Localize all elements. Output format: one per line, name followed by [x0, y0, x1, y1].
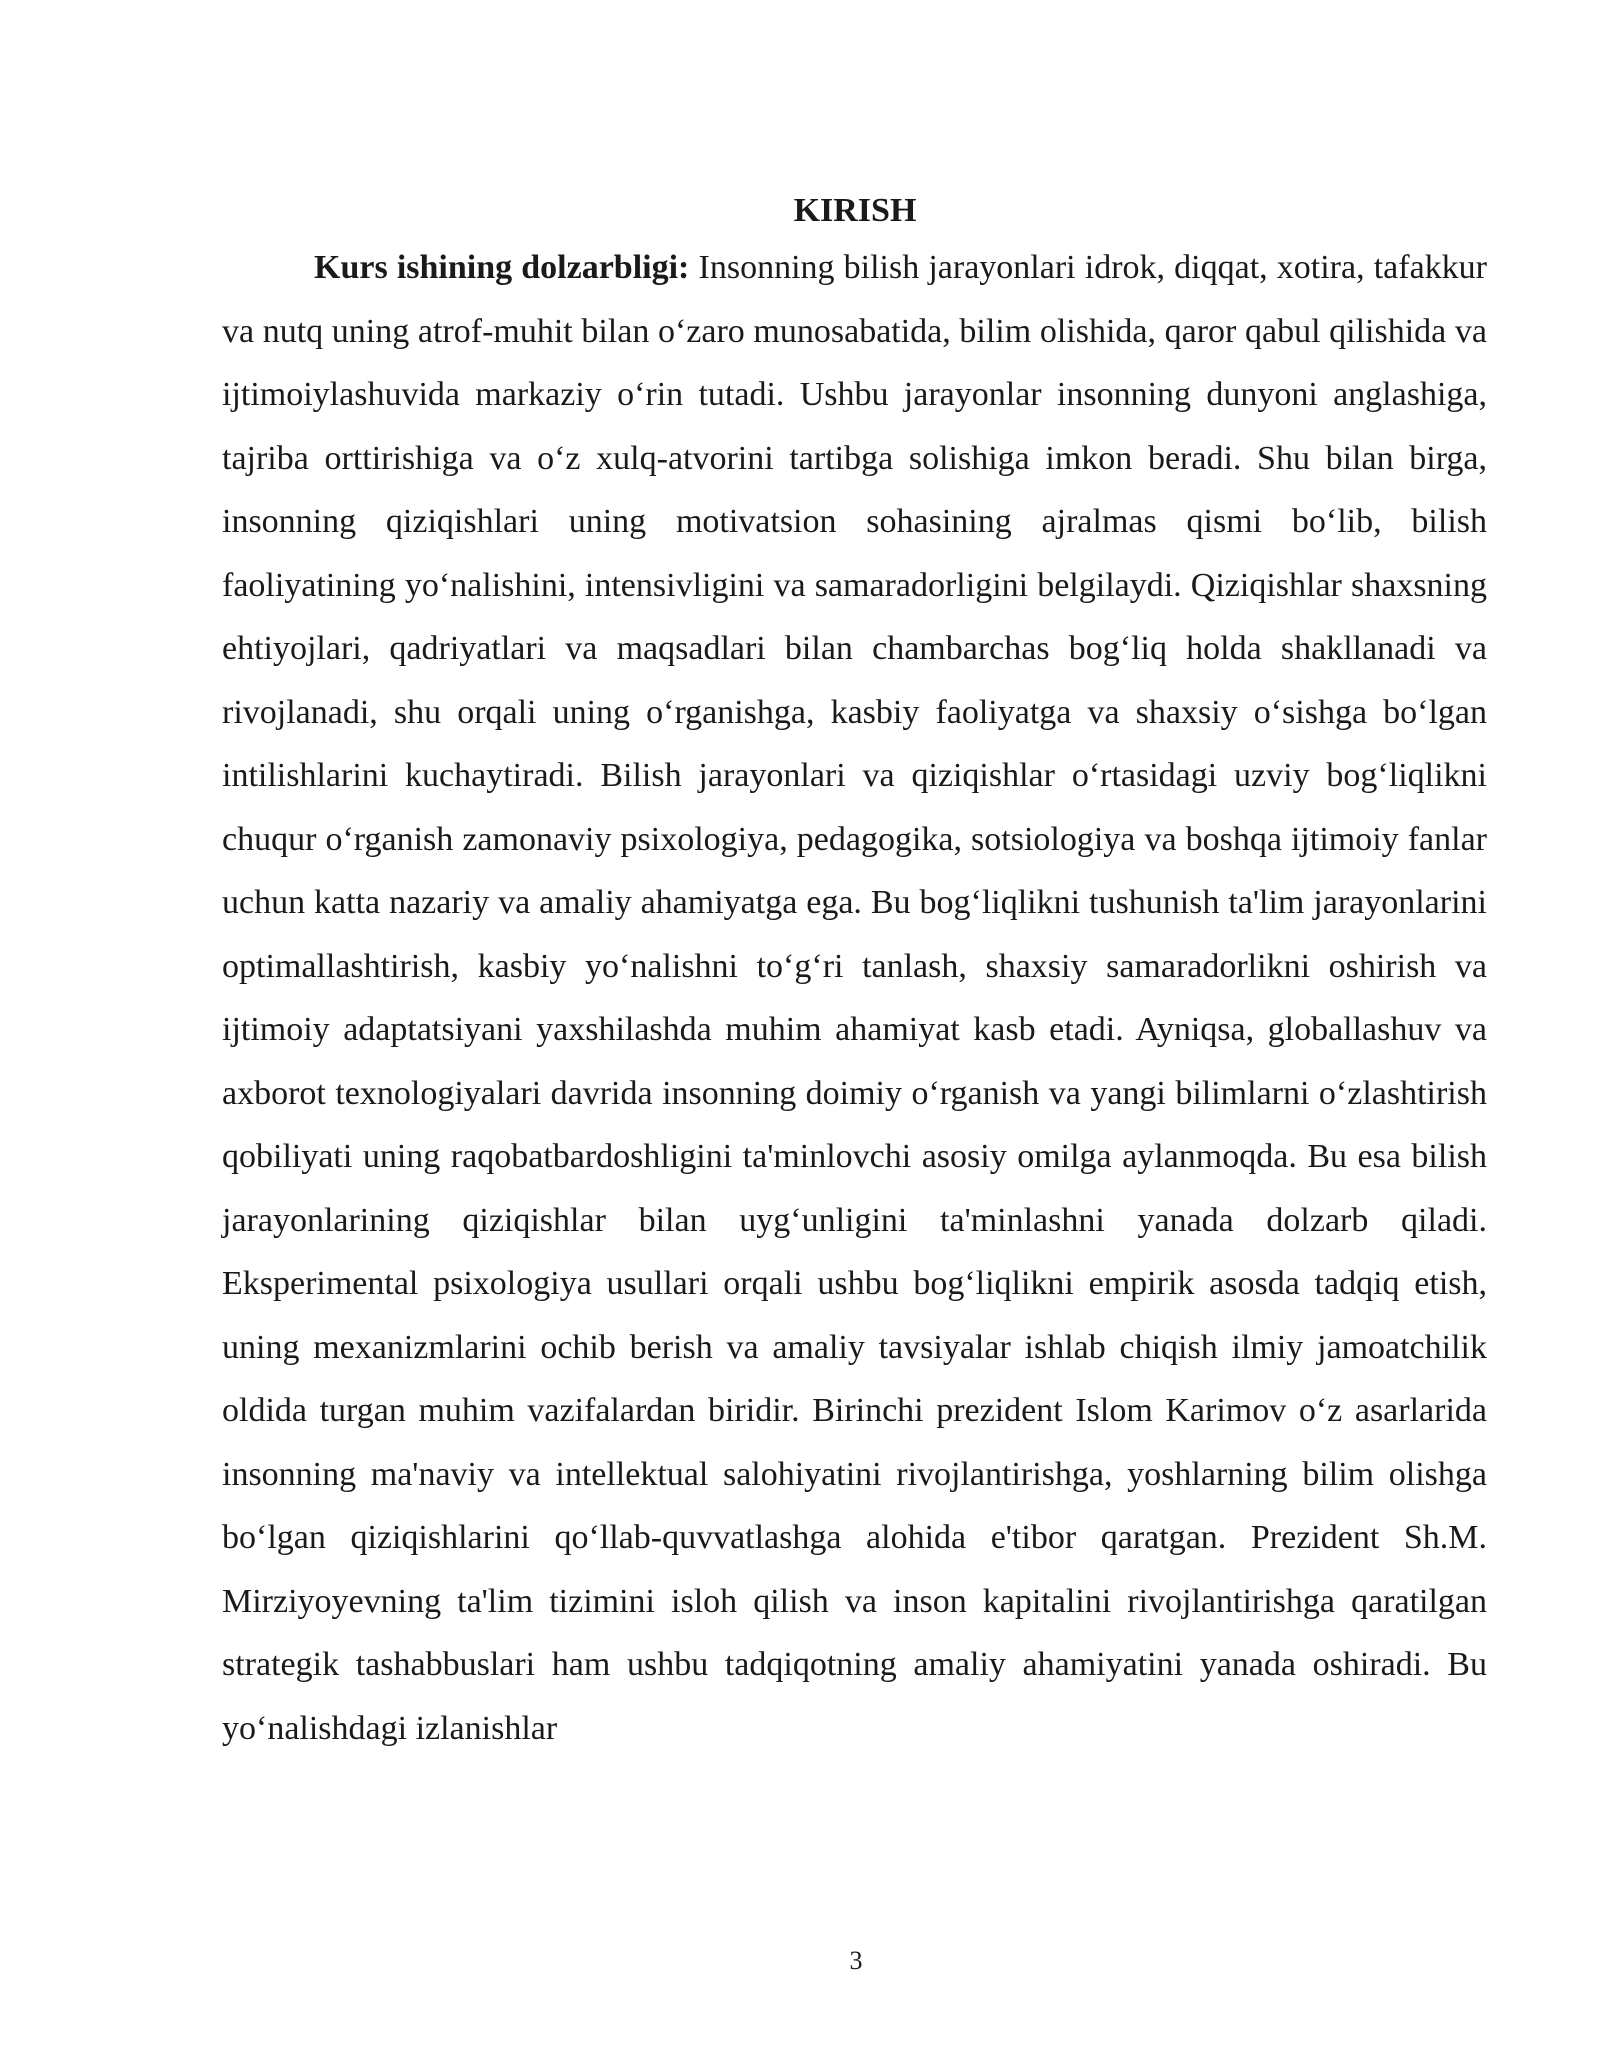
lead-label: Kurs ishining dolzarbligi:	[314, 249, 690, 286]
body-paragraph	[222, 236, 1487, 1760]
page-number: 3	[849, 1946, 863, 1975]
paragraph-text: Insonning bilish jarayonlari idrok, diqqat, xotira, tafakkur va nutq uning atrof-muhit bilan oʻzaro munosabatida, bilim olishida, qaror qabul qilishida va ijtimoiylashuvida markaziy oʻrin tutadi. Ushbu jarayonlar insonning dunyoni anglashiga, tajriba orttirishiga va oʻz xulq-atvorini tartibga solishiga imkon beradi. Shu bilan birga, insonning qiziqishlari uning motivatsion sohasining ajralmas qismi boʻlib, bilish faoliyatining yoʻnalishini, intensivligini va samaradorligini belgilaydi. Qiziqishlar shaxsning ehtiyojlari, qadriyatlari va maqsadlari bilan chambarchas bogʻliq holda shakllanadi va rivojlanadi, shu orqali uning oʻrganishga, kasbiy faoliyatga va shaxsiy oʻsishga boʻlgan intilishlarini kuchaytiradi. Bilish jarayonlari va qiziqishlar oʻrtasidagi uzviy bogʻliqlikni chuqur oʻrganish zamonaviy psixologiya, pedagogika, sotsiologiya va boshqa ijtimoiy fanlar uchun katta nazariy va amaliy ahamiyatga ega. Bu bogʻliqlikni tushunish ta'lim jarayonlarini optimallashtirish, kasbiy yoʻnalishni toʻgʻri tanlash, shaxsiy samaradorlikni oshirish va ijtimoiy adaptatsiyani yaxshilashda muhim ahamiyat kasb etadi. Ayniqsa, globallashuv va axborot texnologiyalari davrida insonning doimiy oʻrganish va yangi bilimlarni oʻzlashtirish qobiliyati uning raqobatbardoshligini ta'minlovchi asosiy omilga aylanmoqda. Bu esa bilish jarayonlarining qiziqishlar bilan uygʻunligini ta'minlashni yanada dolzarb qiladi. Eksperimental psixologiya usullari orqali ushbu bogʻliqlikni empirik asosda tadqiq etish, uning mexanizmlarini ochib berish va amaliy tavsiyalar ishlab chiqish ilmiy jamoatchilik oldida turgan muhim vazifalardan biridir. Birinchi prezident Islom Karimov oʻz asarlarida insonning ma'naviy va intellektual salohiyatini rivojlantirishga, yoshlarning bilim olishga boʻlgan qiziqishlarini qoʻllab-quvvatlashga alohida e'tibor qaratgan. Prezident Sh.M. Mirziyoyevning ta'lim tizimini isloh qilish va inson kapitalini rivojlantirishga qaratilgan strategik tashabbuslari ham ushbu tadqiqotning amaliy ahamiyatini yanada oshiradi. Bu yoʻnalishdagi izlanishlar	[222, 249, 1488, 1747]
section-heading: KIRISH	[793, 192, 917, 229]
